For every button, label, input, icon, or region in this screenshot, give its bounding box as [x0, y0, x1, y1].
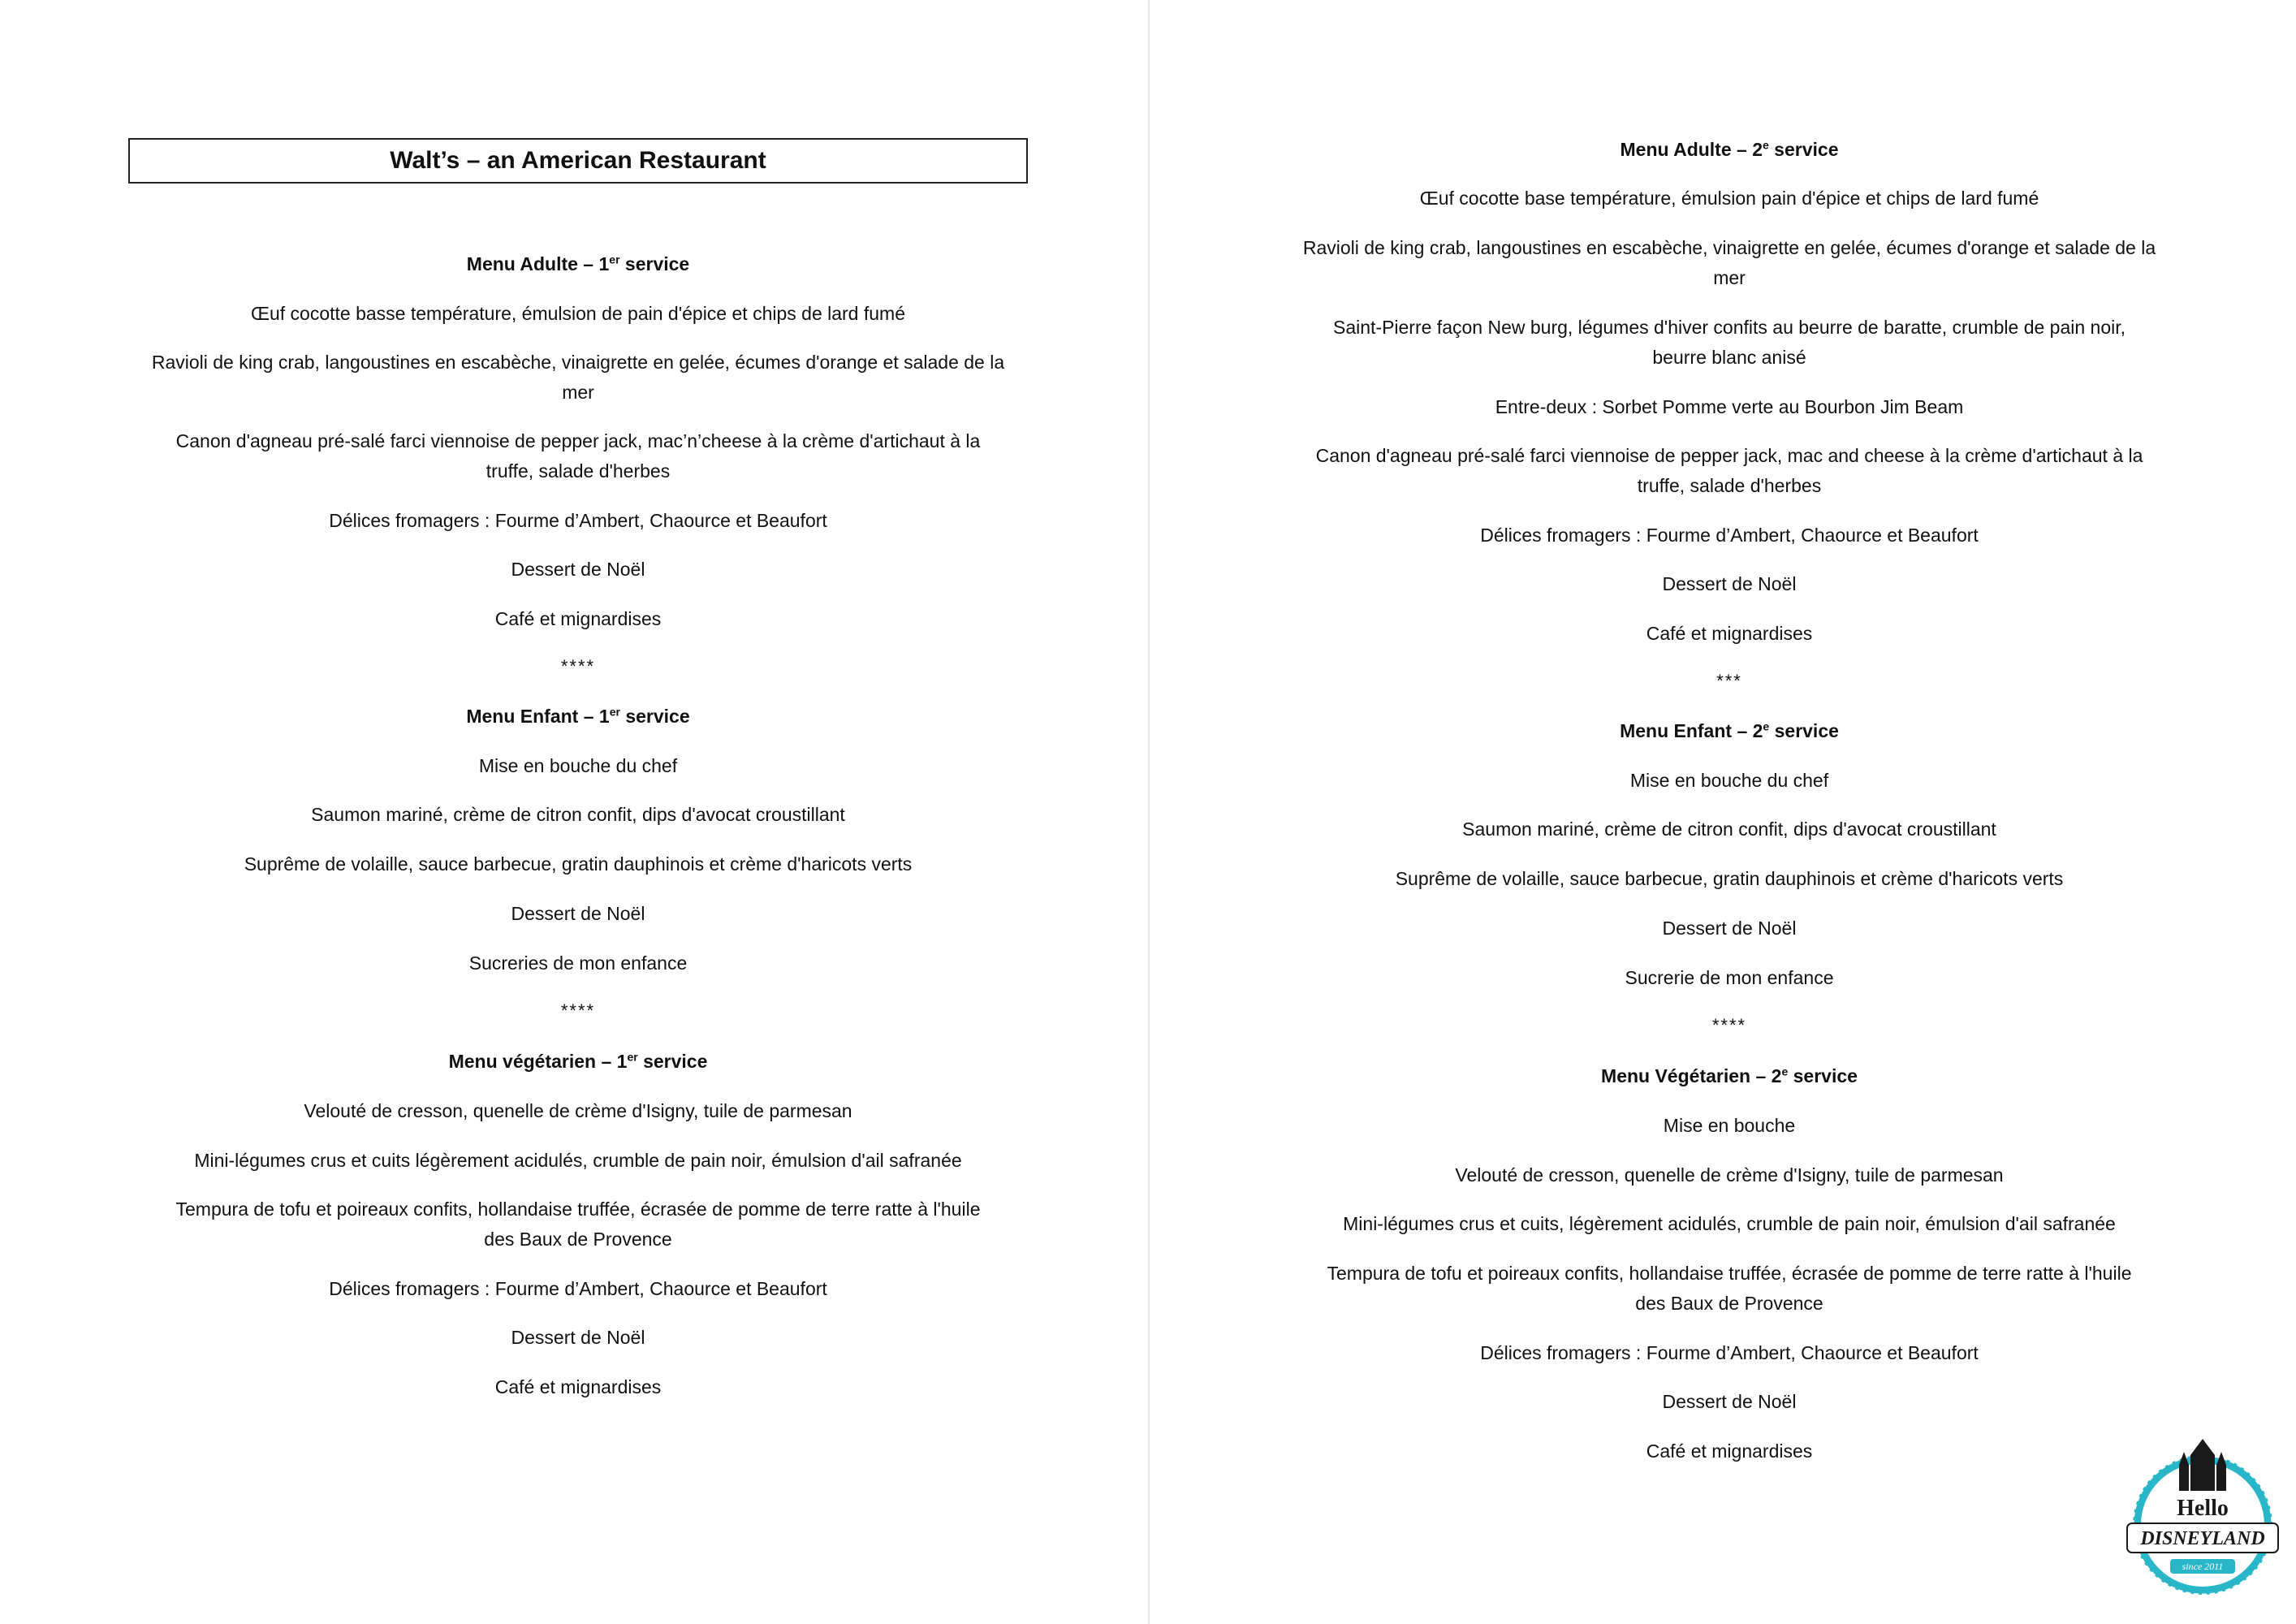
menu-adulte-2-heading: Menu Adulte – 2e service — [1620, 138, 1839, 160]
menu-item: Dessert de Noël — [511, 1327, 645, 1348]
menu-item: beurre blanc anisé — [1652, 347, 1806, 368]
menu-item: Tempura de tofu et poireaux confits, hollandaise truffée, écrasée de pomme de terre ratte à l'huile — [1327, 1263, 2132, 1284]
menu-item: Ravioli de king crab, langoustines en escabèche, vinaigrette en gelée, écumes d'orange et salade de la — [151, 352, 1005, 373]
menu-item: Tempura de tofu et poireaux confits, hollandaise truffée, écrasée de pomme de terre ratte à l'huile — [175, 1199, 981, 1220]
separator: **** — [1711, 1015, 1747, 1035]
menu-item: Suprême de volaille, sauce barbecue, gratin dauphinois et crème d'haricots verts — [1395, 868, 2064, 889]
menu-item: Sucrerie de mon enfance — [1625, 967, 1834, 988]
menu-enfant-1-heading: Menu Enfant – 1er service — [466, 705, 690, 727]
menu-vegetarien-2-heading: Menu Végétarien – 2e service — [1601, 1065, 1858, 1086]
menu-item: Canon d'agneau pré-salé farci viennoise de pepper jack, mac and cheese à la crème d'artichaut à la — [1315, 445, 2143, 466]
menu-item: Œuf cocotte basse température, émulsion de pain d'épice et chips de lard fumé — [250, 303, 905, 324]
menu-item: Entre-deux : Sorbet Pomme verte au Bourbon Jim Beam — [1495, 396, 1964, 417]
menu-item: Mise en bouche — [1663, 1115, 1796, 1136]
menu-item: Dessert de Noël — [1662, 1391, 1797, 1412]
restaurant-title: Walt’s – an American Restaurant — [128, 138, 1028, 184]
logo-since: since 2011 — [2182, 1561, 2224, 1572]
menu-adulte-1-heading: Menu Adulte – 1er service — [466, 253, 690, 274]
menu-item: Œuf cocotte base température, émulsion pain d'épice et chips de lard fumé — [1419, 188, 2039, 209]
menu-item: Dessert de Noël — [511, 903, 645, 924]
separator: *** — [1716, 671, 1742, 691]
menu-item: Dessert de Noël — [511, 559, 645, 580]
menu-item: Mini-légumes crus et cuits légèrement acidulés, crumble de pain noir, émulsion d'ail safranée — [194, 1150, 962, 1171]
menu-item: Délices fromagers : Fourme d’Ambert, Chaource et Beaufort — [1480, 1342, 1979, 1363]
separator: **** — [560, 656, 596, 676]
menu-item: Mise en bouche du chef — [1629, 770, 1829, 791]
menu-item: mer — [562, 382, 594, 403]
menu-item: Canon d'agneau pré-salé farci viennoise de pepper jack, mac’n’cheese à la crème d'artichaut à la — [175, 430, 981, 451]
menu-item: des Baux de Provence — [1635, 1293, 1823, 1314]
menu-item: Délices fromagers : Fourme d’Ambert, Chaource et Beaufort — [329, 1278, 827, 1299]
menu-item: Délices fromagers : Fourme d’Ambert, Chaource et Beaufort — [1480, 525, 1979, 546]
menu-item: Café et mignardises — [494, 1376, 662, 1397]
menu-item: Mise en bouche du chef — [478, 755, 678, 776]
menu-item: Saint-Pierre façon New burg, légumes d'hiver confits au beurre de baratte, crumble de pain noir, — [1332, 317, 2126, 338]
logo-hello: Hello — [2177, 1496, 2229, 1521]
menu-item: Velouté de cresson, quenelle de crème d'Isigny, tuile de parmesan — [1455, 1164, 2004, 1186]
hello-disneyland-logo — [2126, 1437, 2280, 1600]
menu-item: des Baux de Provence — [484, 1229, 672, 1250]
menu-item: Saumon mariné, crème de citron confit, dips d'avocat croustillant — [1462, 818, 1996, 840]
menu-item: mer — [1713, 267, 1746, 288]
menu-item: Délices fromagers : Fourme d’Ambert, Chaource et Beaufort — [329, 510, 827, 531]
menu-enfant-2-heading: Menu Enfant – 2e service — [1620, 719, 1839, 741]
menu-item: Café et mignardises — [1646, 623, 1813, 644]
separator: **** — [560, 1000, 596, 1021]
menu-vegetarien-1-heading: Menu végétarien – 1er service — [448, 1050, 708, 1072]
menu-item: Café et mignardises — [1646, 1440, 1813, 1462]
menu-item: Velouté de cresson, quenelle de crème d'Isigny, tuile de parmesan — [304, 1100, 852, 1121]
menu-item: truffe, salade d'herbes — [486, 460, 671, 482]
menu-item: Sucreries de mon enfance — [468, 952, 688, 974]
page-divider — [1148, 0, 1150, 1624]
menu-item: Dessert de Noël — [1662, 573, 1797, 594]
logo-disneyland: DISNEYLAND — [2140, 1528, 2265, 1549]
menu-item: truffe, salade d'herbes — [1637, 475, 1822, 496]
menu-item: Suprême de volaille, sauce barbecue, gratin dauphinois et crème d'haricots verts — [244, 853, 913, 875]
menu-item: Café et mignardises — [494, 608, 662, 629]
menu-item: Ravioli de king crab, langoustines en escabèche, vinaigrette en gelée, écumes d'orange et salade de la — [1302, 237, 2156, 258]
menu-item: Dessert de Noël — [1662, 918, 1797, 939]
menu-item: Mini-légumes crus et cuits, légèrement acidulés, crumble de pain noir, émulsion d'ail safranée — [1343, 1213, 2116, 1234]
menu-item: Saumon mariné, crème de citron confit, dips d'avocat croustillant — [311, 804, 845, 825]
castle-icon — [2179, 1439, 2226, 1491]
